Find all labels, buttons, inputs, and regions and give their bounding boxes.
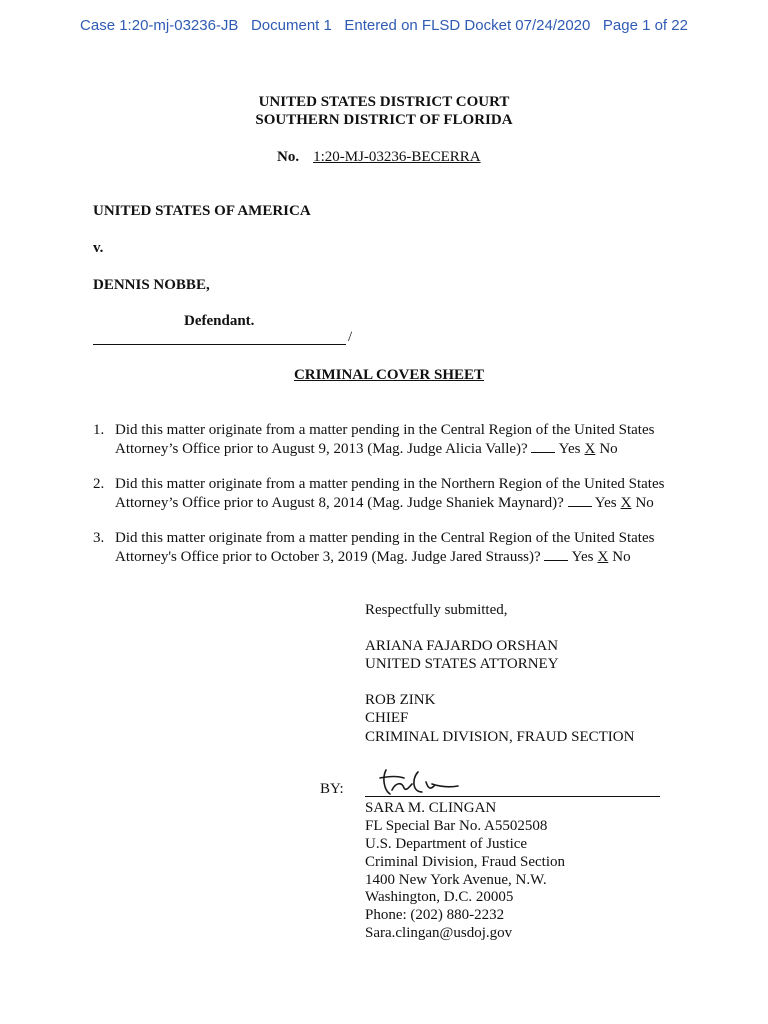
- docket-entry: Entered on FLSD Docket 07/24/2020: [344, 17, 591, 34]
- case-id: Case 1:20-mj-03236-JB: [80, 17, 239, 34]
- chief-name: ROB ZINK: [365, 692, 436, 708]
- yes-blank: [568, 493, 592, 507]
- question-number: 2.: [93, 476, 105, 492]
- caption-rule: [93, 344, 346, 345]
- signature-line: [365, 796, 660, 797]
- yes-label: Yes: [558, 441, 581, 457]
- no-label: No: [635, 495, 654, 511]
- page-indicator: Page 1 of 22: [602, 17, 688, 34]
- question-text-cont: [115, 439, 618, 458]
- question-text-line2: Attorney's Office prior to October 3, 2019 (Mag. Judge Jared Strauss)?: [115, 549, 541, 565]
- defendant-label: Defendant.: [184, 313, 255, 329]
- answer-mark: X: [620, 495, 632, 511]
- question-text: Did this matter originate from a matter pending in the Central Region of the United States: [115, 422, 655, 438]
- docket-header: [0, 17, 768, 35]
- question-text-cont: [115, 547, 631, 566]
- us-attorney-title: UNITED STATES ATTORNEY: [365, 656, 559, 672]
- question-text-cont: [115, 493, 654, 512]
- division: Criminal Division, Fraud Section: [365, 854, 565, 870]
- handwritten-signature: [376, 764, 466, 800]
- yes-blank: [544, 547, 568, 561]
- closing: Respectfully submitted,: [365, 602, 508, 618]
- yes-label: Yes: [571, 549, 594, 565]
- court-name: UNITED STATES DISTRICT COURT: [258, 94, 510, 110]
- question-text-line2: Attorney’s Office prior to August 8, 2014 (Mag. Judge Shaniek Maynard)?: [115, 495, 564, 511]
- caption-slash: /: [348, 329, 353, 345]
- question-text: Did this matter originate from a matter pending in the Northern Region of the United States: [115, 476, 665, 492]
- no-label: No: [599, 441, 618, 457]
- document-title: CRIMINAL COVER SHEET: [293, 367, 485, 383]
- question-text-line2: Attorney’s Office prior to August 9, 2013 (Mag. Judge Alicia Valle)?: [115, 441, 528, 457]
- case-number: 1:20-MJ-03236-BECERRA: [313, 149, 481, 165]
- department: U.S. Department of Justice: [365, 836, 528, 852]
- answer-mark: X: [584, 441, 596, 457]
- email: Sara.clingan@usdoj.gov: [365, 925, 513, 941]
- by-label: BY:: [320, 781, 344, 797]
- phone: Phone: (202) 880-2232: [365, 907, 505, 923]
- plaintiff: UNITED STATES OF AMERICA: [93, 203, 311, 219]
- city-address: Washington, D.C. 20005: [365, 889, 514, 905]
- question-number: 3.: [93, 530, 105, 546]
- case-number-label: No.: [277, 149, 300, 165]
- chief-division: CRIMINAL DIVISION, FRAUD SECTION: [365, 729, 635, 745]
- question-number: 1.: [93, 422, 105, 438]
- answer-mark: X: [597, 549, 609, 565]
- yes-blank: [531, 439, 555, 453]
- bar-number: FL Special Bar No. A5502508: [365, 818, 548, 834]
- defendant-name: DENNIS NOBBE,: [93, 277, 210, 293]
- street-address: 1400 New York Avenue, N.W.: [365, 872, 547, 888]
- case-number-line: [277, 148, 481, 166]
- question-text: Did this matter originate from a matter pending in the Central Region of the United States: [115, 530, 655, 546]
- signer-name: SARA M. CLINGAN: [365, 800, 497, 816]
- document-id: Document 1: [250, 17, 332, 34]
- versus: v.: [93, 240, 104, 256]
- court-district: SOUTHERN DISTRICT OF FLORIDA: [255, 112, 513, 128]
- us-attorney-name: ARIANA FAJARDO ORSHAN: [365, 638, 559, 654]
- no-label: No: [612, 549, 631, 565]
- chief-title: CHIEF: [365, 710, 409, 726]
- yes-label: Yes: [594, 495, 617, 511]
